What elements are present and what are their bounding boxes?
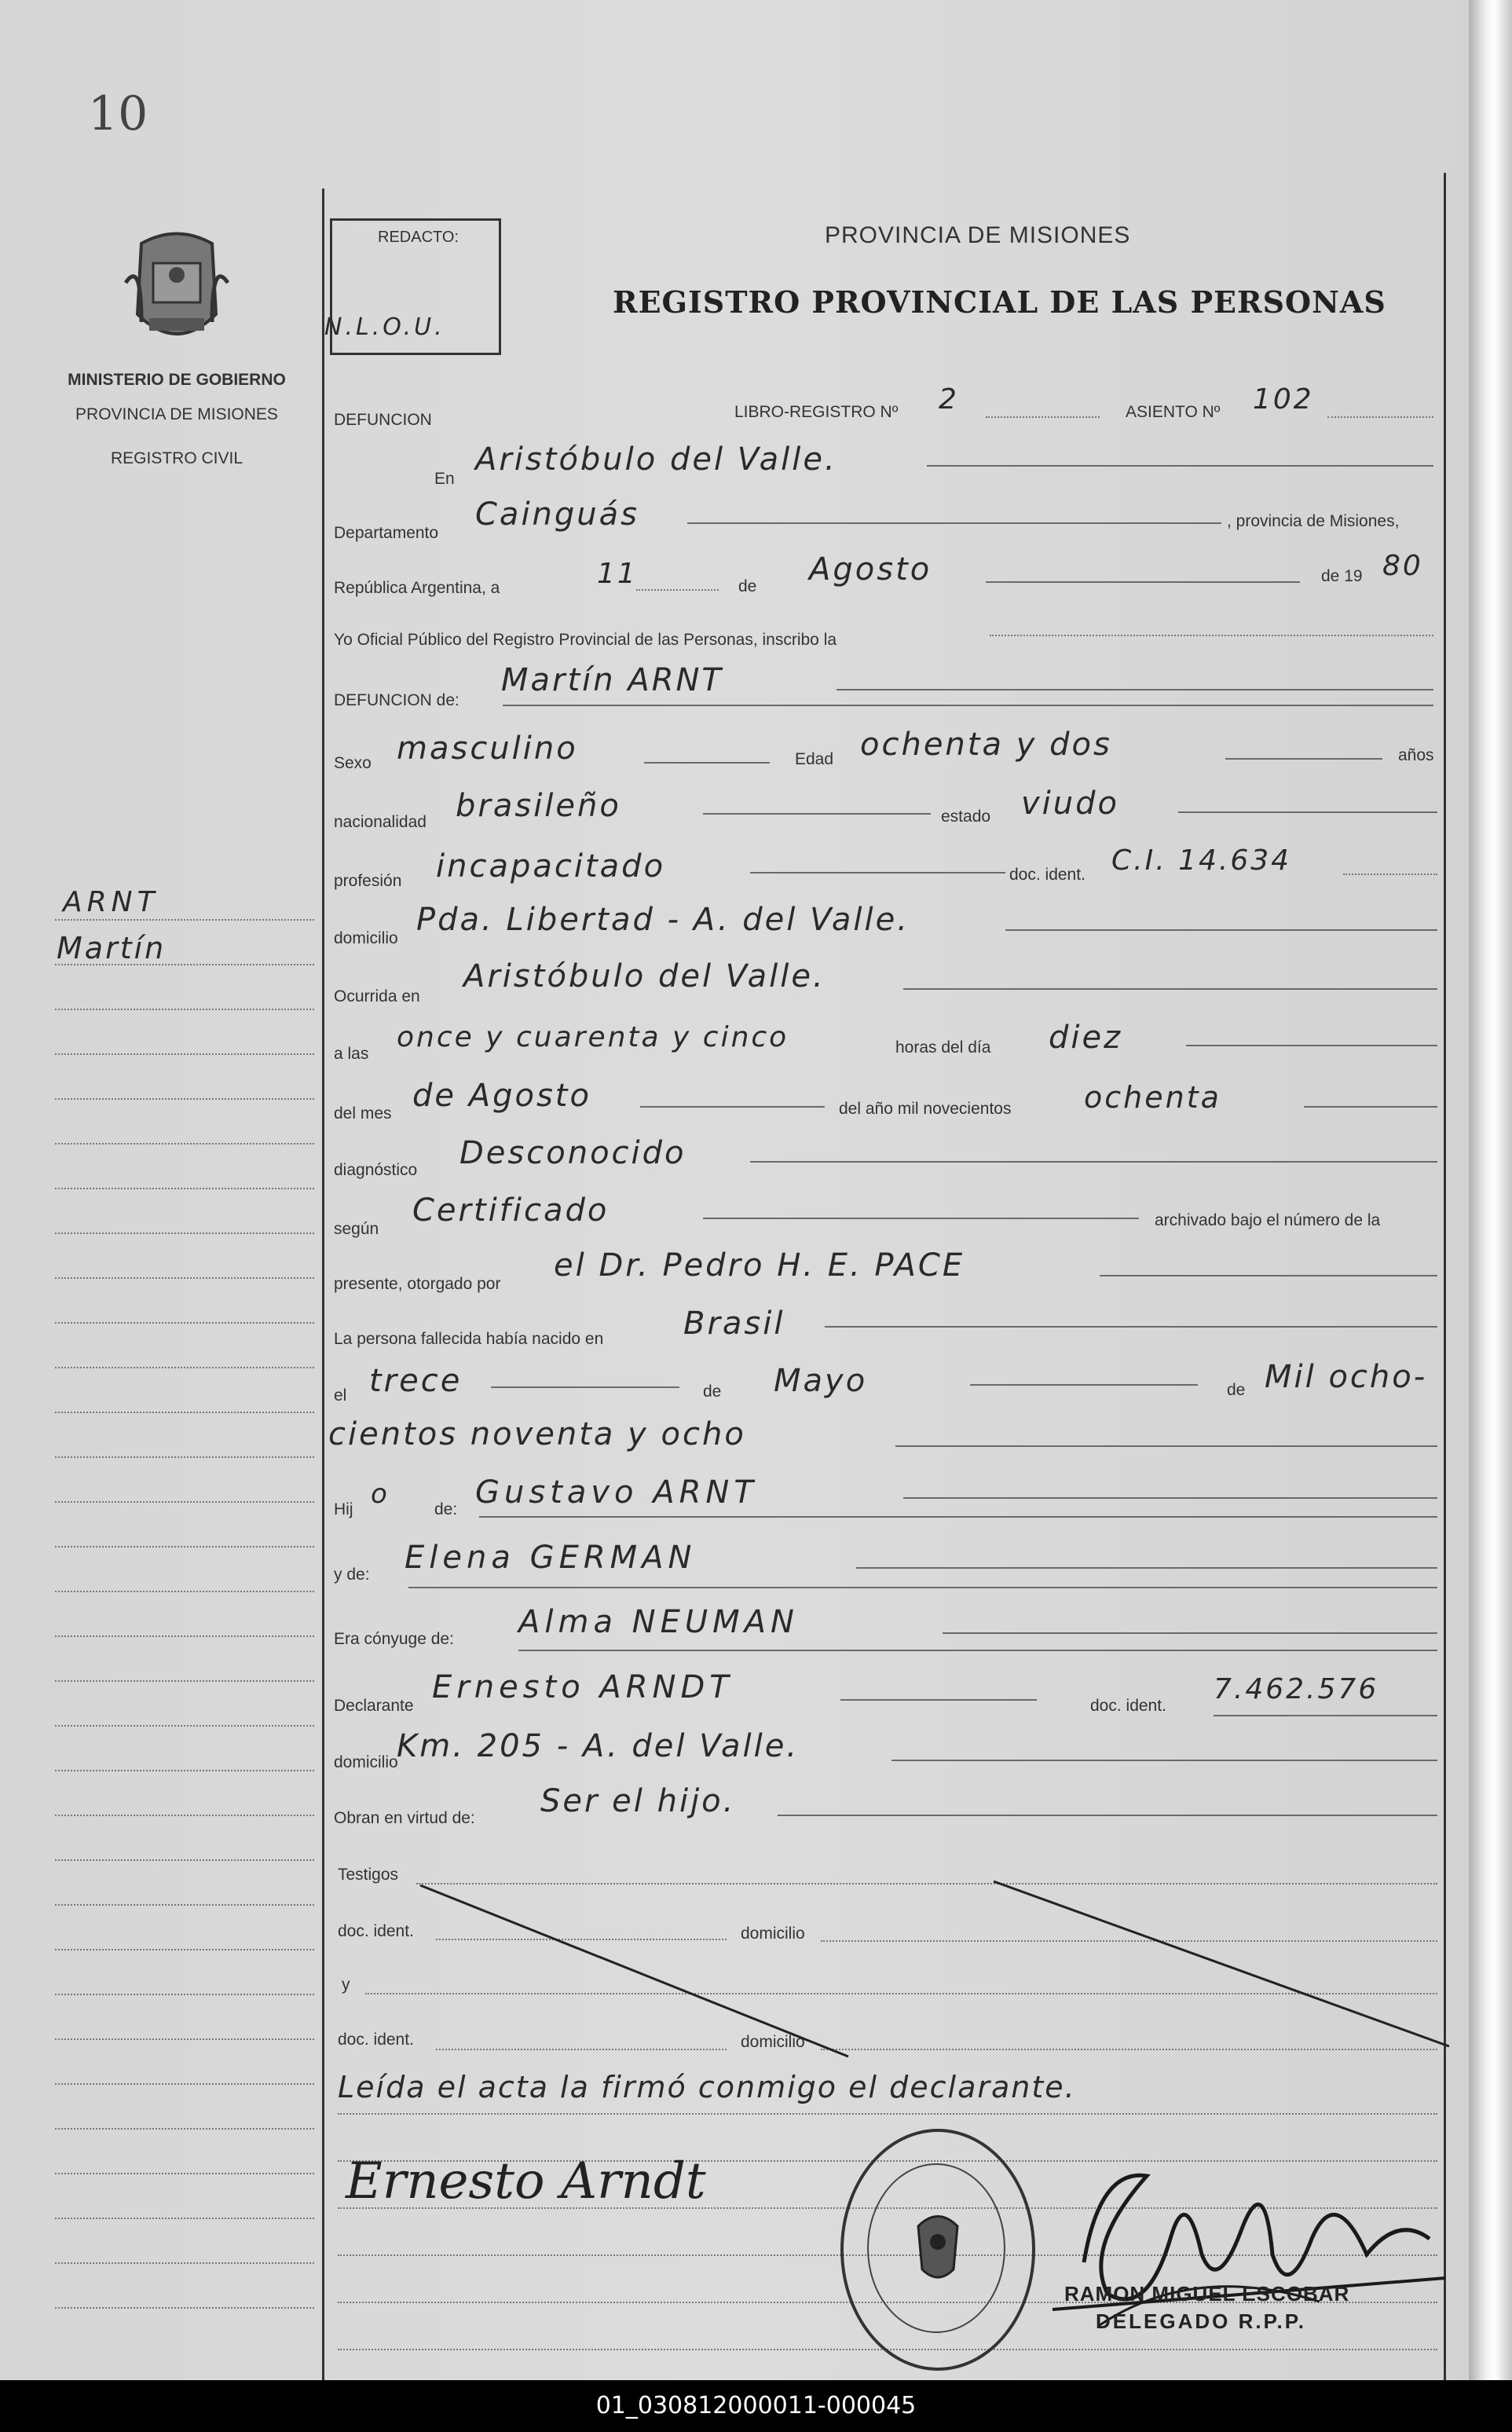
sexo-value: masculino xyxy=(397,731,578,767)
declarante-dom-value: Km. 205 - A. del Valle. xyxy=(397,1728,800,1764)
segun-value: Certificado xyxy=(412,1192,610,1229)
en-value: Aristóbulo del Valle. xyxy=(475,441,837,478)
margin-surname: ARNT xyxy=(63,886,159,918)
nacido-label: La persona fallecida había nacido en xyxy=(334,1330,604,1348)
image-caption: 01_030812000011-000045 xyxy=(0,2380,1512,2432)
header-province: PROVINCIA DE MISIONES xyxy=(825,222,1131,248)
libro-label: LIBRO-REGISTRO Nº xyxy=(734,403,899,421)
departamento-label: Departamento xyxy=(334,524,439,542)
margin-given-name: Martín xyxy=(57,931,167,965)
ano-value: ochenta xyxy=(1084,1080,1221,1115)
testigos-label: Testigos xyxy=(338,1866,399,1884)
de-label-3: de xyxy=(1227,1381,1246,1399)
year-value: 80 xyxy=(1382,550,1423,582)
conyuge-value: Alma NEUMAN xyxy=(518,1604,799,1640)
profesion-value: incapacitado xyxy=(436,848,666,885)
testigo-doc-label-2: doc. ident. xyxy=(338,2031,414,2049)
diagnostico-value: Desconocido xyxy=(459,1135,686,1171)
declarante-value: Ernesto ARNDT xyxy=(432,1669,734,1705)
birth-year-value-2: cientos noventa y ocho xyxy=(328,1416,746,1452)
de-label-2: de xyxy=(703,1383,722,1401)
domicilio-value: Pda. Libertad - A. del Valle. xyxy=(416,902,910,938)
libro-value: 2 xyxy=(939,383,959,416)
deceased-value: Martín ARNT xyxy=(501,662,723,698)
y-de-label: y de: xyxy=(334,1566,370,1584)
mother-value: Elena GERMAN xyxy=(405,1540,697,1576)
a-las-label: a las xyxy=(334,1045,369,1063)
diagnostico-label: diagnóstico xyxy=(334,1161,418,1179)
archivado-label: archivado bajo el número de la xyxy=(1155,1211,1381,1229)
nacionalidad-value: brasileño xyxy=(456,788,621,824)
estado-label: estado xyxy=(941,808,991,826)
sexo-label: Sexo xyxy=(334,754,372,772)
departamento-value: Cainguás xyxy=(475,496,639,533)
birth-day-value: trece xyxy=(369,1363,463,1399)
en-label: En xyxy=(434,470,455,488)
estado-value: viudo xyxy=(1021,786,1119,822)
month-value: Agosto xyxy=(809,551,932,588)
ministry-line-3: REGISTRO CIVIL xyxy=(110,449,243,467)
profesion-label: profesión xyxy=(334,872,402,890)
official-title: DELEGADO R.P.P. xyxy=(1096,2309,1306,2333)
testigo-dom-label-1: domicilio xyxy=(741,1925,805,1943)
edad-label: Edad xyxy=(795,750,834,768)
hijo-suffix-value: o xyxy=(371,1478,390,1510)
nacido-value: Brasil xyxy=(683,1306,785,1342)
el-label: el xyxy=(334,1386,347,1405)
otorgado-value: el Dr. Pedro H. E. PACE xyxy=(554,1247,965,1284)
doc-ident-label: doc. ident. xyxy=(1009,866,1085,884)
nacionalidad-label: nacionalidad xyxy=(334,813,427,831)
redacto-value: N.L.O.U. xyxy=(324,313,445,341)
declarante-label: Declarante xyxy=(334,1697,414,1715)
edad-value: ochenta y dos xyxy=(860,727,1112,763)
declarante-dom-label: domicilio xyxy=(334,1753,398,1771)
day-value: 11 xyxy=(597,558,638,590)
oficial-label: Yo Oficial Público del Registro Provincial de las Personas, inscribo la xyxy=(334,631,837,649)
horas-label: horas del día xyxy=(895,1038,991,1057)
obran-value: Ser el hijo. xyxy=(540,1783,736,1819)
republica-label: República Argentina, a xyxy=(334,579,500,597)
ministry-line-2: PROVINCIA DE MISIONES xyxy=(75,405,278,423)
segun-label: según xyxy=(334,1220,379,1238)
testigo-y-label: y xyxy=(342,1976,350,1994)
birth-month-value: Mayo xyxy=(774,1363,868,1399)
obran-label: Obran en virtud de: xyxy=(334,1809,475,1827)
mes-value: de Agosto xyxy=(412,1078,591,1114)
testigo-doc-label-1: doc. ident. xyxy=(338,1922,414,1940)
ocurrida-label: Ocurrida en xyxy=(334,987,420,1005)
official-seal-stamp xyxy=(840,2129,1035,2371)
form-type-label: DEFUNCION xyxy=(334,411,432,429)
conyuge-label: Era cónyuge de: xyxy=(334,1630,454,1648)
hijo-label-b: de: xyxy=(434,1500,458,1518)
hijo-label-a: Hij xyxy=(334,1500,353,1518)
declarante-signature: Ernesto Arndt xyxy=(346,2152,706,2210)
dia-value: diez xyxy=(1049,1020,1123,1056)
anos-label: años xyxy=(1398,746,1434,764)
asiento-value: 102 xyxy=(1253,383,1314,416)
closing-statement: Leída el acta la firmó conmigo el declarante. xyxy=(338,2070,1076,2104)
presente-label: presente, otorgado por xyxy=(334,1275,501,1293)
bottom-rule xyxy=(338,2113,1437,2115)
birth-year-value-1: Mil ocho- xyxy=(1265,1359,1428,1395)
declarante-doc-value: 7.462.576 xyxy=(1214,1673,1379,1705)
de-label: de xyxy=(738,577,757,595)
provincia-label: , provincia de Misiones, xyxy=(1227,512,1400,530)
del-ano-label: del año mil novecientos xyxy=(839,1100,1012,1118)
father-value: Gustavo ARNT xyxy=(475,1474,758,1511)
ministry-line-1: MINISTERIO DE GOBIERNO xyxy=(68,371,286,389)
defuncion-de-label: DEFUNCION de: xyxy=(334,691,459,709)
asiento-label: ASIENTO Nº xyxy=(1126,403,1221,421)
official-name: RAMON MIGUEL ESCOBAR xyxy=(1064,2282,1350,2306)
doc-ident-value: C.I. 14.634 xyxy=(1111,844,1292,877)
declarante-doc-label: doc. ident. xyxy=(1090,1697,1166,1715)
ocurrida-value: Aristóbulo del Valle. xyxy=(463,958,826,994)
testigo-dom-label-2: domicilio xyxy=(741,2033,805,2051)
page-number: 10 xyxy=(88,86,148,141)
header-registry: REGISTRO PROVINCIAL DE LAS PERSONAS xyxy=(613,284,1386,320)
domicilio-label: domicilio xyxy=(334,929,398,947)
redacto-label: REDACTO: xyxy=(378,229,459,246)
del-mes-label: del mes xyxy=(334,1104,392,1123)
year-prefix-label: de 19 xyxy=(1321,567,1363,585)
a-las-value: once y cuarenta y cinco xyxy=(397,1021,789,1053)
